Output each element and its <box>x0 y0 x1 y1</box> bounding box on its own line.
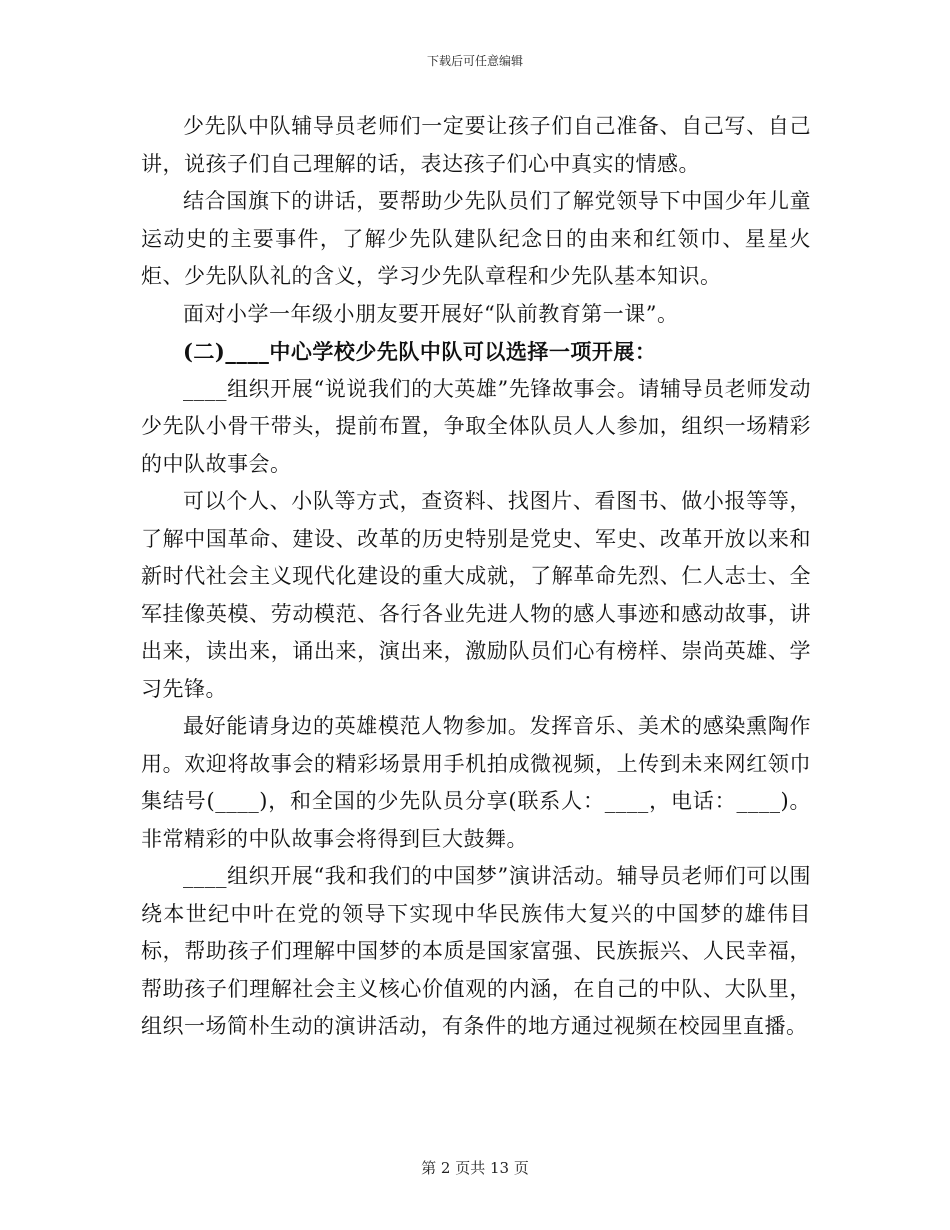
section-heading: (二)____中心学校少先队中队可以选择一项开展： <box>183 339 657 364</box>
paragraph-7: 最好能请身边的英雄模范人物参加。发挥音乐、美术的感染熏陶作用。欢迎将故事会的精彩场景用手机拍成微视频，上传到未来网红领巾集结号(____)，和全国的少先队员分享(联系人：____，电话：____)。非常精彩的中队故事会将得到巨大鼓舞。 <box>141 714 811 851</box>
page-header: 下载后可任意编辑 <box>426 54 523 68</box>
page-footer: 第 2 页共 13 页 <box>421 1159 529 1177</box>
document-body <box>141 108 811 1046</box>
paragraph-1: 少先队中队辅导员老师们一定要让孩子们自己准备、自己写、自己讲，说孩子们自己理解的话，表达孩子们心中真实的情感。 <box>141 114 811 176</box>
paragraph-6: 可以个人、小队等方式，查资料、找图片、看图书、做小报等等，了解中国革命、建设、改革的历史特别是党史、军史、改革开放以来和新时代社会主义现代化建设的重大成就，了解革命先烈、仁人志士、全军挂像英模、劳动模范、各行各业先进人物的感人事迹和感动故事，讲出来，读出来，诵出来，演出来，激励队员们心有榜样、崇尚英雄、学习先锋。 <box>141 489 811 701</box>
paragraph-5: ____组织开展“说说我们的大英雄”先锋故事会。请辅导员老师发动少先队小骨干带头，提前布置，争取全体队员人人参加，组织一场精彩的中队故事会。 <box>141 376 811 476</box>
paragraph-2: 结合国旗下的讲话，要帮助少先队员们了解党领导下中国少年儿童运动史的主要事件，了解少先队建队纪念日的由来和红领巾、星星火炬、少先队队礼的含义，学习少先队章程和少先队基本知识。 <box>141 189 811 288</box>
paragraph-8: ____组织开展“我和我们的中国梦”演讲活动。辅导员老师们可以围绕本世纪中叶在党的领导下实现中华民族伟大复兴的中国梦的雄伟目标，帮助孩子们理解中国梦的本质是国家富强、民族振兴、人民幸福，帮助孩子们理解社会主义核心价值观的内涵，在自己的中队、大队里，组织一场简朴生动的演讲活动，有条件的地方通过视频在校园里直播。 <box>141 864 811 1038</box>
paragraph-3: 面对小学一年级小朋友要开展好“队前教育第一课”。 <box>183 301 679 326</box>
